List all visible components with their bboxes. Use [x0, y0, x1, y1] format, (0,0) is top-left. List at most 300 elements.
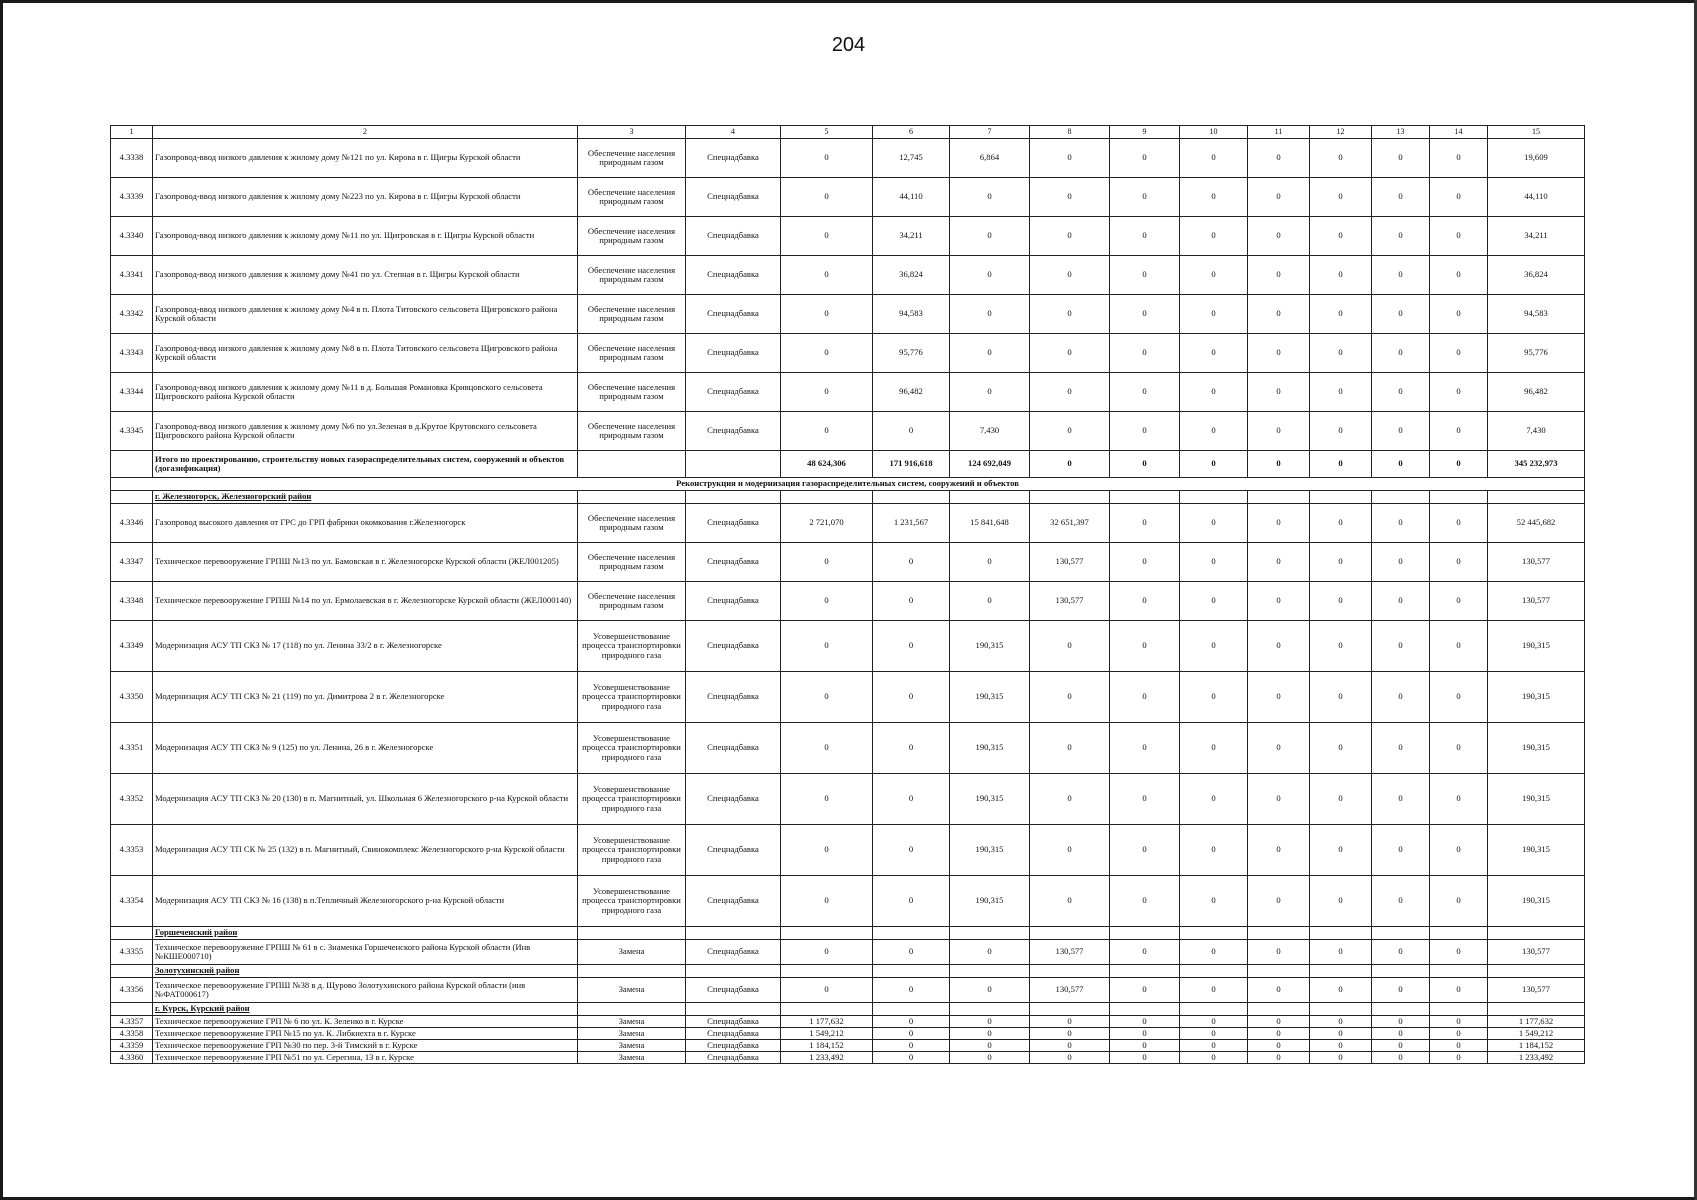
value-cell: 0: [1430, 139, 1488, 178]
empty-cell: [1430, 965, 1488, 978]
value-cell: 0: [1372, 543, 1430, 582]
purpose-cell: Замена: [578, 940, 686, 965]
value-cell: 7,430: [1488, 412, 1585, 451]
value-cell: 0: [1110, 672, 1180, 723]
value-cell: 190,315: [1488, 672, 1585, 723]
funding-source-cell: Спецнадбавка: [686, 1040, 781, 1052]
total-value-cell: 0: [1180, 451, 1248, 478]
purpose-cell: Обеспечение населения природным газом: [578, 295, 686, 334]
value-cell: 0: [1030, 412, 1110, 451]
value-cell: 0: [1310, 825, 1372, 876]
value-cell: 0: [1030, 825, 1110, 876]
scan-border-left: [0, 0, 3, 1200]
value-cell: 0: [1310, 672, 1372, 723]
purpose-cell: Замена: [578, 1052, 686, 1064]
value-cell: 0: [1372, 504, 1430, 543]
section-title-row: [111, 478, 1585, 491]
table-row: [111, 139, 1585, 178]
value-cell: 130,577: [1030, 582, 1110, 621]
value-cell: 0: [1310, 217, 1372, 256]
value-cell: 1 233,492: [1488, 1052, 1585, 1064]
value-cell: 6,864: [950, 139, 1030, 178]
value-cell: 0: [950, 1040, 1030, 1052]
value-cell: 0: [1248, 1040, 1310, 1052]
funding-source-cell: Спецнадбавка: [686, 978, 781, 1003]
value-cell: 0: [1310, 504, 1372, 543]
value-cell: 0: [873, 723, 950, 774]
table-row: [111, 295, 1585, 334]
empty-cell: [781, 491, 873, 504]
funding-source-cell: Спецнадбавка: [686, 774, 781, 825]
purpose-cell: Обеспечение населения природным газом: [578, 504, 686, 543]
row-number-cell: 4.3355: [111, 940, 153, 965]
value-cell: 0: [1248, 1016, 1310, 1028]
empty-cell: [950, 927, 1030, 940]
row-number-cell: 4.3339: [111, 178, 153, 217]
value-cell: 0: [1310, 334, 1372, 373]
value-cell: 0: [1372, 295, 1430, 334]
value-cell: 96,482: [1488, 373, 1585, 412]
value-cell: 0: [1430, 373, 1488, 412]
value-cell: 0: [1372, 621, 1430, 672]
column-number-cell: 3: [578, 126, 686, 139]
value-cell: 0: [1372, 1052, 1430, 1064]
value-cell: 0: [781, 412, 873, 451]
empty-cell: [111, 1003, 153, 1016]
table-row: [111, 876, 1585, 927]
empty-cell: [781, 1003, 873, 1016]
value-cell: 0: [1248, 295, 1310, 334]
funding-source-cell: Спецнадбавка: [686, 256, 781, 295]
value-cell: 0: [1030, 295, 1110, 334]
funding-source-cell: Спецнадбавка: [686, 217, 781, 256]
value-cell: 0: [1430, 334, 1488, 373]
column-number-row: [111, 126, 1585, 139]
value-cell: 0: [1030, 256, 1110, 295]
value-cell: 190,315: [950, 825, 1030, 876]
row-number-cell: 4.3342: [111, 295, 153, 334]
object-name-cell: Газопровод высокого давления от ГРС до ГРП фабрики окомкования г.Железногорск: [153, 504, 578, 543]
value-cell: 0: [950, 178, 1030, 217]
value-cell: 0: [1372, 582, 1430, 621]
value-cell: 0: [1310, 621, 1372, 672]
value-cell: 1 184,152: [781, 1040, 873, 1052]
funding-source-cell: Спецнадбавка: [686, 373, 781, 412]
object-name-cell: Модернизация АСУ ТП СКЗ № 21 (119) по ул. Димитрова 2 в г. Железногорске: [153, 672, 578, 723]
value-cell: 0: [1180, 582, 1248, 621]
value-cell: 0: [781, 978, 873, 1003]
value-cell: 0: [1110, 139, 1180, 178]
value-cell: 0: [1248, 504, 1310, 543]
value-cell: 0: [1248, 723, 1310, 774]
funding-source-cell: Спецнадбавка: [686, 876, 781, 927]
empty-cell: [1488, 965, 1585, 978]
table-row: [111, 178, 1585, 217]
empty-cell: [1030, 1003, 1110, 1016]
value-cell: 0: [1110, 723, 1180, 774]
value-cell: 0: [781, 723, 873, 774]
value-cell: 190,315: [950, 774, 1030, 825]
empty-cell: [781, 927, 873, 940]
value-cell: 0: [1030, 1028, 1110, 1040]
value-cell: 0: [1030, 1040, 1110, 1052]
value-cell: 0: [1372, 774, 1430, 825]
value-cell: 0: [1110, 1052, 1180, 1064]
value-cell: 0: [1110, 621, 1180, 672]
value-cell: 0: [781, 621, 873, 672]
empty-cell: [1248, 1003, 1310, 1016]
table-row: [111, 825, 1585, 876]
row-number-cell: 4.3358: [111, 1028, 153, 1040]
value-cell: 0: [1372, 334, 1430, 373]
empty-cell: [578, 1003, 686, 1016]
value-cell: 0: [873, 1052, 950, 1064]
value-cell: 1 177,632: [1488, 1016, 1585, 1028]
value-cell: 0: [1180, 876, 1248, 927]
value-cell: 0: [1248, 543, 1310, 582]
empty-cell: [1110, 927, 1180, 940]
value-cell: 130,577: [1488, 940, 1585, 965]
row-number-cell: 4.3360: [111, 1052, 153, 1064]
purpose-cell: Обеспечение населения природным газом: [578, 412, 686, 451]
column-number-cell: 10: [1180, 126, 1248, 139]
purpose-cell: Усовершенствование процесса транспортировки природного газа: [578, 672, 686, 723]
value-cell: 0: [950, 582, 1030, 621]
value-cell: 0: [781, 256, 873, 295]
purpose-cell: Обеспечение населения природным газом: [578, 139, 686, 178]
value-cell: 0: [950, 978, 1030, 1003]
row-number-cell: 4.3353: [111, 825, 153, 876]
value-cell: 2 721,070: [781, 504, 873, 543]
table-row: [111, 1052, 1585, 1064]
purpose-cell: Усовершенствование процесса транспортировки природного газа: [578, 825, 686, 876]
value-cell: 1 549,212: [781, 1028, 873, 1040]
value-cell: 0: [1310, 295, 1372, 334]
total-value-cell: 48 624,306: [781, 451, 873, 478]
row-number-cell: 4.3347: [111, 543, 153, 582]
row-number-cell: 4.3341: [111, 256, 153, 295]
value-cell: 0: [1180, 178, 1248, 217]
value-cell: 0: [1180, 1028, 1248, 1040]
value-cell: 0: [873, 621, 950, 672]
value-cell: 0: [781, 825, 873, 876]
funding-source-cell: Спецнадбавка: [686, 504, 781, 543]
value-cell: 0: [873, 825, 950, 876]
purpose-cell: Замена: [578, 1016, 686, 1028]
value-cell: 190,315: [950, 672, 1030, 723]
value-cell: 1 233,492: [781, 1052, 873, 1064]
value-cell: 0: [1248, 774, 1310, 825]
page-number: 204: [831, 34, 866, 56]
value-cell: 19,609: [1488, 139, 1585, 178]
value-cell: 0: [1248, 412, 1310, 451]
empty-cell: [1030, 927, 1110, 940]
column-number-cell: 4: [686, 126, 781, 139]
value-cell: 190,315: [1488, 825, 1585, 876]
value-cell: 0: [1110, 334, 1180, 373]
empty-cell: [686, 451, 781, 478]
empty-cell: [1372, 965, 1430, 978]
empty-cell: [1248, 491, 1310, 504]
value-cell: 0: [1110, 876, 1180, 927]
value-cell: 0: [1248, 178, 1310, 217]
value-cell: 0: [1310, 1016, 1372, 1028]
funding-source-cell: Спецнадбавка: [686, 723, 781, 774]
value-cell: 0: [1110, 1040, 1180, 1052]
value-cell: 0: [1248, 621, 1310, 672]
value-cell: 0: [1430, 582, 1488, 621]
empty-cell: [1310, 965, 1372, 978]
value-cell: 0: [1248, 672, 1310, 723]
value-cell: 0: [1372, 940, 1430, 965]
value-cell: 94,583: [873, 295, 950, 334]
purpose-cell: Обеспечение населения природным газом: [578, 256, 686, 295]
value-cell: 130,577: [1030, 978, 1110, 1003]
table-body: [111, 126, 1585, 1064]
total-value-cell: 0: [1430, 451, 1488, 478]
object-name-cell: Техническое перевооружение ГРПШ №38 в д. Щурово Золотухинского района Курской области (инв №ФАТ000617): [153, 978, 578, 1003]
object-name-cell: Техническое перевооружение ГРПШ № 61 в с. Знаменка Горшеченского района Курской области (Инв №КШЕ000710): [153, 940, 578, 965]
column-number-cell: 7: [950, 126, 1030, 139]
row-number-cell: 4.3340: [111, 217, 153, 256]
funding-source-cell: Спецнадбавка: [686, 621, 781, 672]
value-cell: 0: [1110, 412, 1180, 451]
empty-cell: [1110, 1003, 1180, 1016]
value-cell: 0: [1248, 139, 1310, 178]
value-cell: 130,577: [1488, 543, 1585, 582]
table-row: [111, 543, 1585, 582]
purpose-cell: Замена: [578, 1028, 686, 1040]
column-number-cell: 13: [1372, 126, 1430, 139]
table-row: [111, 978, 1585, 1003]
funding-source-cell: Спецнадбавка: [686, 139, 781, 178]
value-cell: 0: [950, 1052, 1030, 1064]
empty-cell: [578, 927, 686, 940]
value-cell: 0: [1030, 1016, 1110, 1028]
value-cell: 0: [1310, 582, 1372, 621]
empty-cell: [1180, 1003, 1248, 1016]
empty-cell: [111, 491, 153, 504]
value-cell: 44,110: [873, 178, 950, 217]
value-cell: 0: [1180, 412, 1248, 451]
table-row: [111, 1028, 1585, 1040]
value-cell: 0: [873, 1028, 950, 1040]
purpose-cell: Обеспечение населения природным газом: [578, 334, 686, 373]
value-cell: 0: [1180, 723, 1248, 774]
value-cell: 0: [1372, 1040, 1430, 1052]
value-cell: 0: [1180, 1016, 1248, 1028]
value-cell: 0: [1180, 940, 1248, 965]
value-cell: 0: [1372, 825, 1430, 876]
value-cell: 0: [1248, 334, 1310, 373]
purpose-cell: Замена: [578, 1040, 686, 1052]
value-cell: 0: [1372, 256, 1430, 295]
value-cell: 0: [1372, 217, 1430, 256]
subsection-gorshechensky: Горшеченский район: [153, 927, 578, 940]
value-cell: 0: [1110, 825, 1180, 876]
section-header-row: [111, 965, 1585, 978]
value-cell: 0: [950, 543, 1030, 582]
value-cell: 130,577: [1488, 582, 1585, 621]
value-cell: 0: [950, 334, 1030, 373]
column-number-cell: 11: [1248, 126, 1310, 139]
purpose-cell: Замена: [578, 978, 686, 1003]
empty-cell: [1310, 927, 1372, 940]
value-cell: 0: [1030, 723, 1110, 774]
total-value-cell: 0: [1310, 451, 1372, 478]
value-cell: 0: [1430, 1040, 1488, 1052]
value-cell: 0: [873, 1040, 950, 1052]
empty-cell: [1372, 491, 1430, 504]
empty-cell: [1110, 965, 1180, 978]
empty-cell: [873, 965, 950, 978]
value-cell: 0: [1430, 940, 1488, 965]
row-number-cell: 4.3359: [111, 1040, 153, 1052]
column-number-cell: 2: [153, 126, 578, 139]
value-cell: 0: [1248, 217, 1310, 256]
value-cell: 0: [873, 543, 950, 582]
value-cell: 0: [1030, 672, 1110, 723]
table-row: [111, 373, 1585, 412]
value-cell: 95,776: [873, 334, 950, 373]
empty-cell: [1372, 927, 1430, 940]
value-cell: 0: [1372, 412, 1430, 451]
value-cell: 0: [1180, 295, 1248, 334]
funding-source-cell: Спецнадбавка: [686, 178, 781, 217]
value-cell: 0: [1430, 1028, 1488, 1040]
value-cell: 0: [950, 1016, 1030, 1028]
scan-border-top: [0, 0, 1697, 3]
total-label-cell: Итого по проектированию, строительству новых газораспределительных систем, сооружений и объектов (догазификация): [153, 451, 578, 478]
empty-cell: [578, 491, 686, 504]
value-cell: 0: [1180, 672, 1248, 723]
object-name-cell: Газопровод-ввод низкого давления к жилому дому №121 по ул. Кирова в г. Щигры Курской области: [153, 139, 578, 178]
value-cell: 0: [950, 940, 1030, 965]
empty-cell: [1030, 491, 1110, 504]
object-name-cell: Газопровод-ввод низкого давления к жилому дому №11 по ул. Щигровская в г. Щигры Курской области: [153, 217, 578, 256]
empty-cell: [1488, 1003, 1585, 1016]
value-cell: 0: [1110, 543, 1180, 582]
empty-cell: [873, 1003, 950, 1016]
value-cell: 0: [1030, 774, 1110, 825]
value-cell: 0: [1430, 723, 1488, 774]
empty-cell: [873, 927, 950, 940]
empty-cell: [1248, 965, 1310, 978]
total-value-cell: 0: [1030, 451, 1110, 478]
value-cell: 0: [1372, 1016, 1430, 1028]
value-cell: 0: [781, 774, 873, 825]
value-cell: 0: [1110, 373, 1180, 412]
value-cell: 0: [1248, 1028, 1310, 1040]
funding-source-cell: Спецнадбавка: [686, 1016, 781, 1028]
value-cell: 0: [1372, 139, 1430, 178]
empty-cell: [1488, 927, 1585, 940]
empty-cell: [686, 965, 781, 978]
object-name-cell: Газопровод-ввод низкого давления к жилому дому №41 по ул. Степная в г. Щигры Курской области: [153, 256, 578, 295]
object-name-cell: Газопровод-ввод низкого давления к жилому дому №6 по ул.Зеленая в д.Крутое Крутовского сельсовета Щигровского района Курской области: [153, 412, 578, 451]
purpose-cell: Усовершенствование процесса транспортировки природного газа: [578, 723, 686, 774]
value-cell: 0: [1030, 178, 1110, 217]
empty-cell: [578, 965, 686, 978]
value-cell: 0: [1248, 373, 1310, 412]
subsection-kursk: г. Курск, Курский район: [153, 1003, 578, 1016]
value-cell: 0: [1430, 295, 1488, 334]
value-cell: 0: [1372, 178, 1430, 217]
total-value-cell: 124 692,049: [950, 451, 1030, 478]
value-cell: 0: [873, 876, 950, 927]
value-cell: 52 445,682: [1488, 504, 1585, 543]
value-cell: 0: [1310, 876, 1372, 927]
value-cell: 0: [1110, 940, 1180, 965]
object-name-cell: Техническое перевооружение ГРП №15 по ул. К. Либкнехта в г. Курске: [153, 1028, 578, 1040]
value-cell: 0: [1248, 940, 1310, 965]
value-cell: 0: [781, 876, 873, 927]
value-cell: 0: [1430, 825, 1488, 876]
value-cell: 0: [1180, 504, 1248, 543]
value-cell: 0: [873, 672, 950, 723]
value-cell: 0: [1180, 256, 1248, 295]
value-cell: 0: [1430, 178, 1488, 217]
empty-cell: [1430, 491, 1488, 504]
purpose-cell: Обеспечение населения природным газом: [578, 582, 686, 621]
purpose-cell: Обеспечение населения природным газом: [578, 543, 686, 582]
empty-cell: [111, 927, 153, 940]
value-cell: 0: [1110, 1028, 1180, 1040]
value-cell: 44,110: [1488, 178, 1585, 217]
value-cell: 0: [781, 582, 873, 621]
total-value-cell: 0: [1372, 451, 1430, 478]
value-cell: 95,776: [1488, 334, 1585, 373]
empty-cell: [686, 1003, 781, 1016]
funding-source-cell: Спецнадбавка: [686, 825, 781, 876]
column-number-cell: 5: [781, 126, 873, 139]
empty-cell: [1180, 491, 1248, 504]
empty-cell: [1180, 927, 1248, 940]
purpose-cell: Обеспечение населения природным газом: [578, 178, 686, 217]
row-number-cell: 4.3357: [111, 1016, 153, 1028]
total-value-cell: 345 232,973: [1488, 451, 1585, 478]
row-number-cell: 4.3344: [111, 373, 153, 412]
object-name-cell: Модернизация АСУ ТП СКЗ № 9 (125) по ул. Ленина, 26 в г. Железногорске: [153, 723, 578, 774]
value-cell: 0: [1030, 373, 1110, 412]
value-cell: 0: [1310, 940, 1372, 965]
row-number-cell: 4.3338: [111, 139, 153, 178]
funding-source-cell: Спецнадбавка: [686, 940, 781, 965]
subsection-zolotukhinsky: Золотухинский район: [153, 965, 578, 978]
row-number-cell: 4.3346: [111, 504, 153, 543]
value-cell: 0: [1430, 876, 1488, 927]
value-cell: 1 549,212: [1488, 1028, 1585, 1040]
value-cell: 0: [1372, 1028, 1430, 1040]
value-cell: 0: [1180, 774, 1248, 825]
empty-cell: [686, 491, 781, 504]
table-row: [111, 672, 1585, 723]
value-cell: 0: [1180, 373, 1248, 412]
value-cell: 0: [1110, 774, 1180, 825]
value-cell: 0: [1310, 723, 1372, 774]
table-row: [111, 256, 1585, 295]
value-cell: 0: [1030, 621, 1110, 672]
column-number-cell: 6: [873, 126, 950, 139]
empty-cell: [578, 451, 686, 478]
object-name-cell: Газопровод-ввод низкого давления к жилому дому №4 в п. Плота Титовского сельсовета Щигровского района Курской области: [153, 295, 578, 334]
value-cell: 0: [1310, 1028, 1372, 1040]
empty-cell: [686, 927, 781, 940]
value-cell: 1 231,567: [873, 504, 950, 543]
empty-cell: [1372, 1003, 1430, 1016]
value-cell: 0: [1372, 672, 1430, 723]
object-name-cell: Газопровод-ввод низкого давления к жилому дому №8 в п. Плота Титовского сельсовета Щигровского района Курской области: [153, 334, 578, 373]
